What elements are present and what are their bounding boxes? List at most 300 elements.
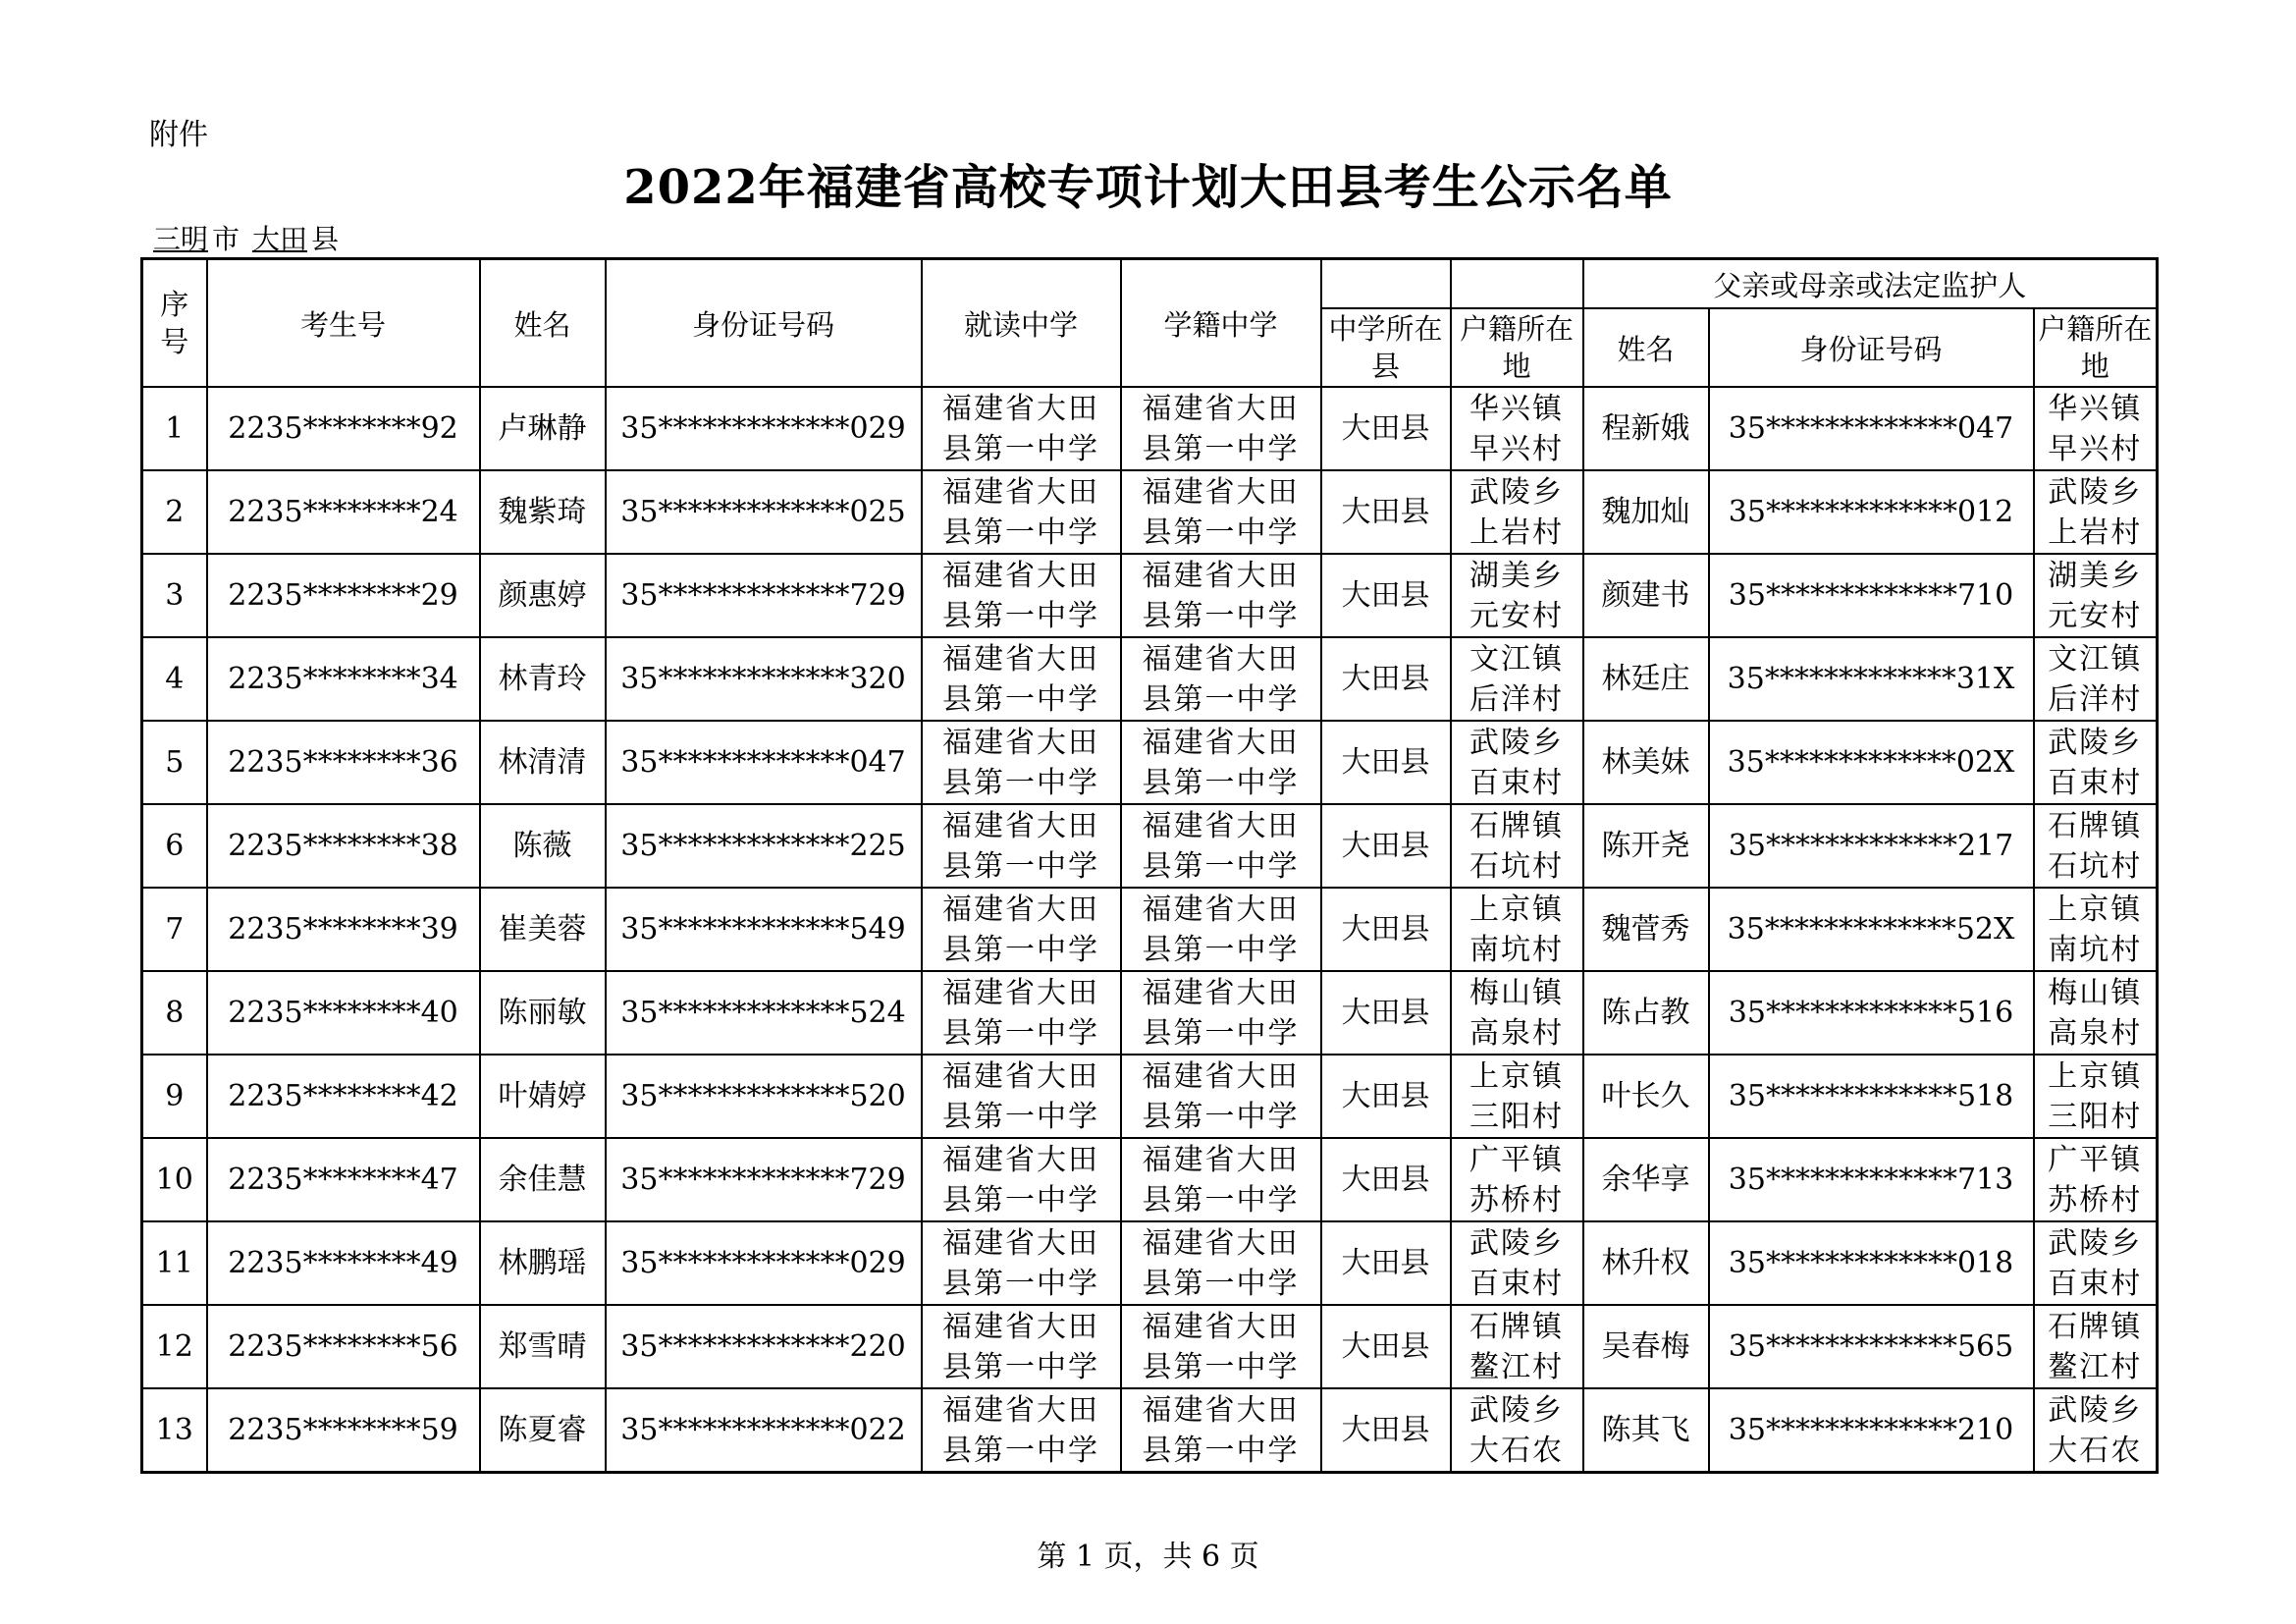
cell-guardian-name bbox=[1583, 1221, 1709, 1305]
cell-school bbox=[922, 1055, 1121, 1138]
table-row bbox=[142, 971, 2158, 1055]
cell-school-text: 福建省大田县第一中学 bbox=[942, 892, 1099, 967]
cell-school bbox=[922, 554, 1121, 637]
page-footer: 第 1 页，共 6 页 bbox=[1037, 1540, 1259, 1574]
cell-id-no-text: 35*************047 bbox=[620, 745, 906, 780]
cell-exam-no bbox=[207, 1221, 480, 1305]
cell-guardian-name bbox=[1583, 554, 1709, 637]
cell-guardian-id-text: 35*************52X bbox=[1727, 912, 2015, 947]
cell-seq bbox=[142, 1388, 207, 1473]
cell-reg-school-text: 福建省大田县第一中学 bbox=[1142, 808, 1300, 884]
cell-id-no bbox=[606, 804, 922, 888]
cell-guardian-id-text: 35*************713 bbox=[1728, 1163, 2014, 1197]
cell-hukou-text: 武陵乡百束村 bbox=[1469, 1225, 1564, 1301]
cell-id-no-text: 35*************549 bbox=[620, 912, 906, 947]
cell-county bbox=[1321, 888, 1451, 971]
cell-hukou bbox=[1451, 804, 1583, 888]
cell-guardian-hukou-text: 文江镇后洋村 bbox=[2048, 641, 2143, 717]
cell-id-no-text: 35*************225 bbox=[620, 829, 906, 863]
cell-name-text: 林清清 bbox=[498, 745, 587, 780]
cell-name bbox=[480, 971, 606, 1055]
cell-seq bbox=[142, 888, 207, 971]
cell-reg-school-text: 福建省大田县第一中学 bbox=[1142, 558, 1300, 633]
cell-reg-school-text: 福建省大田县第一中学 bbox=[1142, 1225, 1300, 1301]
cell-id-no bbox=[606, 1055, 922, 1138]
cell-seq-text: 13 bbox=[155, 1413, 193, 1447]
cell-guardian-name bbox=[1583, 1388, 1709, 1473]
header-name: 姓名 bbox=[480, 259, 606, 388]
cell-exam-no-text: 2235********47 bbox=[228, 1163, 458, 1197]
cell-guardian-hukou-text: 上京镇南坑村 bbox=[2048, 892, 2143, 967]
header-id-no: 身份证号码 bbox=[606, 259, 922, 388]
cell-guardian-id-text: 35*************047 bbox=[1728, 411, 2014, 446]
cell-county-text: 大田县 bbox=[1341, 1329, 1430, 1364]
cell-guardian-name-text: 陈其飞 bbox=[1601, 1413, 1690, 1447]
cell-county-text: 大田县 bbox=[1341, 662, 1430, 696]
cell-guardian-id-text: 35*************565 bbox=[1728, 1329, 2014, 1364]
cell-hukou bbox=[1451, 721, 1583, 804]
cell-seq bbox=[142, 1055, 207, 1138]
cell-guardian-hukou bbox=[2034, 888, 2158, 971]
cell-school bbox=[922, 637, 1121, 721]
cell-guardian-id-text: 35*************217 bbox=[1728, 829, 2014, 863]
cell-guardian-name-text: 余华享 bbox=[1601, 1163, 1690, 1197]
cell-reg-school-text: 福建省大田县第一中学 bbox=[1142, 1392, 1300, 1468]
cell-school-text: 福建省大田县第一中学 bbox=[942, 1142, 1099, 1218]
cell-exam-no-text: 2235********56 bbox=[228, 1329, 458, 1364]
cell-id-no bbox=[606, 470, 922, 554]
cell-reg-school bbox=[1121, 1138, 1321, 1221]
cell-school-text: 福建省大田县第一中学 bbox=[942, 1392, 1099, 1468]
cell-school-text: 福建省大田县第一中学 bbox=[942, 641, 1099, 717]
cell-name bbox=[480, 470, 606, 554]
cell-id-no-text: 35*************320 bbox=[620, 662, 906, 696]
cell-id-no bbox=[606, 721, 922, 804]
cell-name-text: 林鹏瑶 bbox=[498, 1246, 587, 1280]
cell-exam-no-text: 2235********36 bbox=[228, 745, 458, 780]
cell-school bbox=[922, 971, 1121, 1055]
cell-id-no bbox=[606, 1388, 922, 1473]
cell-guardian-hukou-text: 上京镇三阳村 bbox=[2048, 1058, 2143, 1134]
cell-id-no-text: 35*************729 bbox=[620, 578, 906, 613]
cell-id-no bbox=[606, 1138, 922, 1221]
region-county: 大田 bbox=[251, 223, 307, 255]
cell-id-no bbox=[606, 554, 922, 637]
cell-reg-school bbox=[1121, 1388, 1321, 1473]
header-guardian-group: 父亲或母亲或法定监护人 bbox=[1583, 259, 2158, 309]
cell-guardian-id bbox=[1709, 721, 2034, 804]
cell-exam-no bbox=[207, 1138, 480, 1221]
cell-school-text: 福建省大田县第一中学 bbox=[942, 725, 1099, 800]
cell-reg-school bbox=[1121, 470, 1321, 554]
cell-name-text: 陈夏睿 bbox=[498, 1413, 587, 1447]
cell-seq bbox=[142, 721, 207, 804]
cell-guardian-name-text: 魏菅秀 bbox=[1601, 912, 1690, 947]
cell-guardian-id bbox=[1709, 554, 2034, 637]
cell-guardian-hukou bbox=[2034, 1138, 2158, 1221]
cell-id-no bbox=[606, 387, 922, 470]
cell-seq bbox=[142, 470, 207, 554]
cell-guardian-hukou bbox=[2034, 470, 2158, 554]
cell-hukou bbox=[1451, 1388, 1583, 1473]
cell-seq bbox=[142, 637, 207, 721]
cell-guardian-name-text: 程新娥 bbox=[1601, 411, 1690, 446]
cell-guardian-hukou-text: 武陵乡大石农 bbox=[2048, 1392, 2143, 1468]
cell-exam-no bbox=[207, 804, 480, 888]
cell-hukou-text: 武陵乡百束村 bbox=[1469, 725, 1564, 800]
cell-guardian-hukou bbox=[2034, 1221, 2158, 1305]
cell-id-no bbox=[606, 1305, 922, 1388]
cell-guardian-id-text: 35*************012 bbox=[1728, 495, 2014, 529]
cell-guardian-id bbox=[1709, 387, 2034, 470]
cell-exam-no-text: 2235********40 bbox=[228, 996, 458, 1030]
cell-guardian-name-text: 林升权 bbox=[1601, 1246, 1690, 1280]
cell-seq bbox=[142, 1221, 207, 1305]
cell-seq-text: 5 bbox=[165, 745, 185, 780]
cell-hukou bbox=[1451, 1055, 1583, 1138]
cell-school-text: 福建省大田县第一中学 bbox=[942, 558, 1099, 633]
cell-guardian-id bbox=[1709, 1221, 2034, 1305]
cell-id-no bbox=[606, 888, 922, 971]
cell-exam-no-text: 2235********29 bbox=[228, 578, 458, 613]
cell-name-text: 陈丽敏 bbox=[498, 996, 587, 1030]
cell-seq-text: 11 bbox=[155, 1246, 193, 1280]
cell-name-text: 陈薇 bbox=[512, 829, 572, 863]
cell-guardian-id-text: 35*************210 bbox=[1728, 1413, 2014, 1447]
cell-county bbox=[1321, 721, 1451, 804]
cell-id-no-text: 35*************524 bbox=[620, 996, 906, 1030]
cell-exam-no bbox=[207, 554, 480, 637]
cell-county-text: 大田县 bbox=[1341, 1246, 1430, 1280]
cell-name bbox=[480, 554, 606, 637]
cell-guardian-id bbox=[1709, 1305, 2034, 1388]
cell-guardian-name-text: 林美妹 bbox=[1601, 745, 1690, 780]
cell-county-text: 大田县 bbox=[1341, 411, 1430, 446]
cell-guardian-name bbox=[1583, 721, 1709, 804]
cell-guardian-hukou bbox=[2034, 637, 2158, 721]
cell-seq bbox=[142, 971, 207, 1055]
cell-county bbox=[1321, 971, 1451, 1055]
cell-name-text: 崔美蓉 bbox=[498, 912, 587, 947]
cell-exam-no-text: 2235********92 bbox=[228, 411, 458, 446]
cell-hukou bbox=[1451, 1221, 1583, 1305]
cell-county bbox=[1321, 1138, 1451, 1221]
region-line bbox=[149, 218, 339, 257]
header-reg-school: 学籍中学 bbox=[1121, 259, 1321, 388]
table-body bbox=[142, 387, 2158, 1473]
cell-exam-no-text: 2235********39 bbox=[228, 912, 458, 947]
cell-seq bbox=[142, 804, 207, 888]
header-exam-no: 考生号 bbox=[207, 259, 480, 388]
cell-reg-school bbox=[1121, 1305, 1321, 1388]
header-hukou: 户籍所在地 bbox=[1451, 308, 1583, 387]
cell-guardian-id-text: 35*************31X bbox=[1727, 662, 2015, 696]
cell-exam-no bbox=[207, 1055, 480, 1138]
page-title: 2022年福建省高校专项计划大田县考生公示名单 bbox=[623, 160, 1673, 215]
cell-guardian-name-text: 吴春梅 bbox=[1601, 1329, 1690, 1364]
cell-reg-school bbox=[1121, 387, 1321, 470]
cell-seq-text: 10 bbox=[155, 1163, 193, 1197]
cell-hukou-text: 华兴镇早兴村 bbox=[1469, 391, 1564, 466]
cell-county bbox=[1321, 637, 1451, 721]
cell-hukou-text: 文江镇后洋村 bbox=[1469, 641, 1564, 717]
cell-name-text: 林青玲 bbox=[498, 662, 587, 696]
cell-exam-no-text: 2235********42 bbox=[228, 1079, 458, 1113]
cell-reg-school bbox=[1121, 721, 1321, 804]
cell-exam-no bbox=[207, 387, 480, 470]
header-guardian-name: 姓名 bbox=[1583, 308, 1709, 387]
cell-school-text: 福建省大田县第一中学 bbox=[942, 1058, 1099, 1134]
cell-exam-no bbox=[207, 888, 480, 971]
region-county-suffix: 县 bbox=[310, 223, 339, 255]
cell-reg-school-text: 福建省大田县第一中学 bbox=[1142, 1309, 1300, 1384]
cell-name-text: 叶婧婷 bbox=[498, 1079, 587, 1113]
table-row bbox=[142, 1138, 2158, 1221]
cell-guardian-hukou-text: 武陵乡百束村 bbox=[2048, 1225, 2143, 1301]
cell-guardian-name bbox=[1583, 470, 1709, 554]
cell-school bbox=[922, 888, 1121, 971]
cell-county-text: 大田县 bbox=[1341, 912, 1430, 947]
cell-id-no-text: 35*************025 bbox=[620, 495, 906, 529]
header-guardian-hukou: 户籍所在地 bbox=[2034, 308, 2158, 387]
cell-name bbox=[480, 1221, 606, 1305]
cell-guardian-id bbox=[1709, 971, 2034, 1055]
cell-county bbox=[1321, 1221, 1451, 1305]
cell-name bbox=[480, 387, 606, 470]
cell-guardian-hukou bbox=[2034, 554, 2158, 637]
cell-name-text: 卢琳静 bbox=[498, 411, 587, 446]
cell-school bbox=[922, 1305, 1121, 1388]
cell-hukou bbox=[1451, 971, 1583, 1055]
cell-guardian-name bbox=[1583, 387, 1709, 470]
cell-county bbox=[1321, 1055, 1451, 1138]
cell-seq bbox=[142, 1138, 207, 1221]
cell-guardian-name-text: 陈占教 bbox=[1601, 996, 1690, 1030]
cell-guardian-name bbox=[1583, 1138, 1709, 1221]
cell-guardian-name-text: 林廷庄 bbox=[1601, 662, 1690, 696]
cell-county-text: 大田县 bbox=[1341, 1079, 1430, 1113]
cell-county-text: 大田县 bbox=[1341, 1413, 1430, 1447]
cell-guardian-name bbox=[1583, 1305, 1709, 1388]
cell-county-text: 大田县 bbox=[1341, 578, 1430, 613]
cell-reg-school-text: 福建省大田县第一中学 bbox=[1142, 892, 1300, 967]
table-row bbox=[142, 721, 2158, 804]
cell-name bbox=[480, 888, 606, 971]
cell-name bbox=[480, 804, 606, 888]
cell-county-text: 大田县 bbox=[1341, 1163, 1430, 1197]
cell-county bbox=[1321, 1305, 1451, 1388]
cell-exam-no bbox=[207, 470, 480, 554]
cell-guardian-name bbox=[1583, 637, 1709, 721]
cell-guardian-id-text: 35*************516 bbox=[1728, 996, 2014, 1030]
cell-reg-school bbox=[1121, 888, 1321, 971]
cell-name bbox=[480, 721, 606, 804]
table-row bbox=[142, 804, 2158, 888]
cell-guardian-hukou-text: 石牌镇鳌江村 bbox=[2048, 1309, 2143, 1384]
cell-reg-school bbox=[1121, 1055, 1321, 1138]
cell-school bbox=[922, 1138, 1121, 1221]
cell-guardian-hukou bbox=[2034, 721, 2158, 804]
cell-hukou-text: 广平镇苏桥村 bbox=[1469, 1142, 1564, 1218]
cell-hukou-text: 石牌镇鳌江村 bbox=[1469, 1309, 1564, 1384]
cell-exam-no-text: 2235********59 bbox=[228, 1413, 458, 1447]
cell-guardian-id bbox=[1709, 1138, 2034, 1221]
cell-hukou-text: 石牌镇石坑村 bbox=[1469, 808, 1564, 884]
cell-guardian-name bbox=[1583, 888, 1709, 971]
header-guardian-id: 身份证号码 bbox=[1709, 308, 2034, 387]
table-row bbox=[142, 637, 2158, 721]
cell-exam-no-text: 2235********49 bbox=[228, 1246, 458, 1280]
cell-hukou-text: 湖美乡元安村 bbox=[1469, 558, 1564, 633]
region-city-suffix: 市 bbox=[212, 223, 240, 255]
table-row bbox=[142, 554, 2158, 637]
cell-county-text: 大田县 bbox=[1341, 829, 1430, 863]
cell-hukou-text: 梅山镇高泉村 bbox=[1469, 975, 1564, 1051]
cell-name-text: 颜惠婷 bbox=[498, 578, 587, 613]
cell-id-no bbox=[606, 1221, 922, 1305]
cell-county bbox=[1321, 470, 1451, 554]
cell-reg-school-text: 福建省大田县第一中学 bbox=[1142, 391, 1300, 466]
cell-id-no bbox=[606, 971, 922, 1055]
cell-seq bbox=[142, 387, 207, 470]
cell-guardian-hukou bbox=[2034, 804, 2158, 888]
cell-seq-text: 6 bbox=[165, 829, 185, 863]
cell-hukou bbox=[1451, 888, 1583, 971]
cell-name bbox=[480, 1055, 606, 1138]
cell-guardian-id bbox=[1709, 1388, 2034, 1473]
cell-exam-no-text: 2235********34 bbox=[228, 662, 458, 696]
cell-guardian-hukou-text: 武陵乡百束村 bbox=[2048, 725, 2143, 800]
cell-guardian-id bbox=[1709, 888, 2034, 971]
cell-reg-school-text: 福建省大田县第一中学 bbox=[1142, 474, 1300, 550]
cell-guardian-name-text: 魏加灿 bbox=[1601, 495, 1690, 529]
cell-school-text: 福建省大田县第一中学 bbox=[942, 1225, 1099, 1301]
cell-school bbox=[922, 804, 1121, 888]
cell-guardian-hukou bbox=[2034, 1388, 2158, 1473]
cell-school bbox=[922, 721, 1121, 804]
cell-reg-school bbox=[1121, 637, 1321, 721]
cell-name-text: 余佳慧 bbox=[498, 1163, 587, 1197]
attachment-label: 附件 bbox=[149, 118, 208, 152]
table-row bbox=[142, 470, 2158, 554]
cell-guardian-hukou bbox=[2034, 1055, 2158, 1138]
cell-seq-text: 2 bbox=[165, 495, 185, 529]
cell-county bbox=[1321, 1388, 1451, 1473]
cell-guardian-id-text: 35*************710 bbox=[1728, 578, 2014, 613]
cell-id-no-text: 35*************029 bbox=[620, 1246, 906, 1280]
cell-county bbox=[1321, 387, 1451, 470]
cell-reg-school-text: 福建省大田县第一中学 bbox=[1142, 975, 1300, 1051]
cell-guardian-name-text: 叶长久 bbox=[1601, 1079, 1690, 1113]
region-city: 三明 bbox=[153, 223, 209, 255]
cell-id-no-text: 35*************029 bbox=[620, 411, 906, 446]
table-row bbox=[142, 1305, 2158, 1388]
cell-guardian-id bbox=[1709, 637, 2034, 721]
header-blank-1 bbox=[1321, 259, 1451, 309]
cell-exam-no bbox=[207, 971, 480, 1055]
cell-guardian-hukou bbox=[2034, 387, 2158, 470]
cell-reg-school-text: 福建省大田县第一中学 bbox=[1142, 1058, 1300, 1134]
cell-hukou bbox=[1451, 387, 1583, 470]
cell-seq-text: 4 bbox=[165, 662, 185, 696]
cell-school-text: 福建省大田县第一中学 bbox=[942, 808, 1099, 884]
cell-county-text: 大田县 bbox=[1341, 495, 1430, 529]
cell-name-text: 魏紫琦 bbox=[498, 495, 587, 529]
cell-guardian-id-text: 35*************02X bbox=[1727, 745, 2015, 780]
cell-name bbox=[480, 1138, 606, 1221]
cell-guardian-hukou-text: 石牌镇石坑村 bbox=[2048, 808, 2143, 884]
cell-id-no-text: 35*************022 bbox=[620, 1413, 906, 1447]
cell-guardian-name bbox=[1583, 804, 1709, 888]
cell-hukou-text: 武陵乡大石农 bbox=[1469, 1392, 1564, 1468]
cell-guardian-hukou-text: 武陵乡上岩村 bbox=[2048, 474, 2143, 550]
cell-hukou bbox=[1451, 470, 1583, 554]
cell-exam-no bbox=[207, 637, 480, 721]
cell-hukou bbox=[1451, 1138, 1583, 1221]
cell-name bbox=[480, 637, 606, 721]
cell-guardian-hukou-text: 梅山镇高泉村 bbox=[2048, 975, 2143, 1051]
cell-hukou bbox=[1451, 1305, 1583, 1388]
cell-exam-no bbox=[207, 721, 480, 804]
cell-exam-no bbox=[207, 1388, 480, 1473]
header-school: 就读中学 bbox=[922, 259, 1121, 388]
cell-hukou-text: 上京镇三阳村 bbox=[1469, 1058, 1564, 1134]
cell-name bbox=[480, 1388, 606, 1473]
cell-name-text: 郑雪晴 bbox=[498, 1329, 587, 1364]
cell-seq-text: 12 bbox=[155, 1329, 193, 1364]
table-row bbox=[142, 387, 2158, 470]
cell-id-no bbox=[606, 637, 922, 721]
cell-school bbox=[922, 387, 1121, 470]
cell-county bbox=[1321, 554, 1451, 637]
cell-exam-no-text: 2235********24 bbox=[228, 495, 458, 529]
cell-reg-school-text: 福建省大田县第一中学 bbox=[1142, 641, 1300, 717]
table-row bbox=[142, 1055, 2158, 1138]
cell-seq bbox=[142, 554, 207, 637]
cell-seq-text: 3 bbox=[165, 578, 185, 613]
cell-exam-no bbox=[207, 1305, 480, 1388]
cell-name bbox=[480, 1305, 606, 1388]
cell-school-text: 福建省大田县第一中学 bbox=[942, 975, 1099, 1051]
cell-exam-no-text: 2235********38 bbox=[228, 829, 458, 863]
cell-guardian-id-text: 35*************018 bbox=[1728, 1246, 2014, 1280]
cell-seq-text: 1 bbox=[165, 411, 185, 446]
cell-guardian-id-text: 35*************518 bbox=[1728, 1079, 2014, 1113]
header-blank-2 bbox=[1451, 259, 1583, 309]
cell-seq bbox=[142, 1305, 207, 1388]
cell-seq-text: 7 bbox=[165, 912, 185, 947]
cell-guardian-hukou bbox=[2034, 1305, 2158, 1388]
cell-reg-school bbox=[1121, 804, 1321, 888]
cell-school bbox=[922, 1221, 1121, 1305]
cell-school-text: 福建省大田县第一中学 bbox=[942, 391, 1099, 466]
cell-hukou-text: 上京镇南坑村 bbox=[1469, 892, 1564, 967]
cell-guardian-name-text: 颜建书 bbox=[1601, 578, 1690, 613]
cell-guardian-id bbox=[1709, 804, 2034, 888]
cell-seq-text: 8 bbox=[165, 996, 185, 1030]
cell-hukou bbox=[1451, 554, 1583, 637]
cell-school-text: 福建省大田县第一中学 bbox=[942, 474, 1099, 550]
cell-school-text: 福建省大田县第一中学 bbox=[942, 1309, 1099, 1384]
header-school-county: 中学所在县 bbox=[1321, 308, 1451, 387]
cell-guardian-id bbox=[1709, 1055, 2034, 1138]
table-row bbox=[142, 1388, 2158, 1473]
cell-hukou bbox=[1451, 637, 1583, 721]
cell-reg-school-text: 福建省大田县第一中学 bbox=[1142, 725, 1300, 800]
cell-hukou-text: 武陵乡上岩村 bbox=[1469, 474, 1564, 550]
cell-guardian-name-text: 陈开尧 bbox=[1601, 829, 1690, 863]
cell-reg-school-text: 福建省大田县第一中学 bbox=[1142, 1142, 1300, 1218]
